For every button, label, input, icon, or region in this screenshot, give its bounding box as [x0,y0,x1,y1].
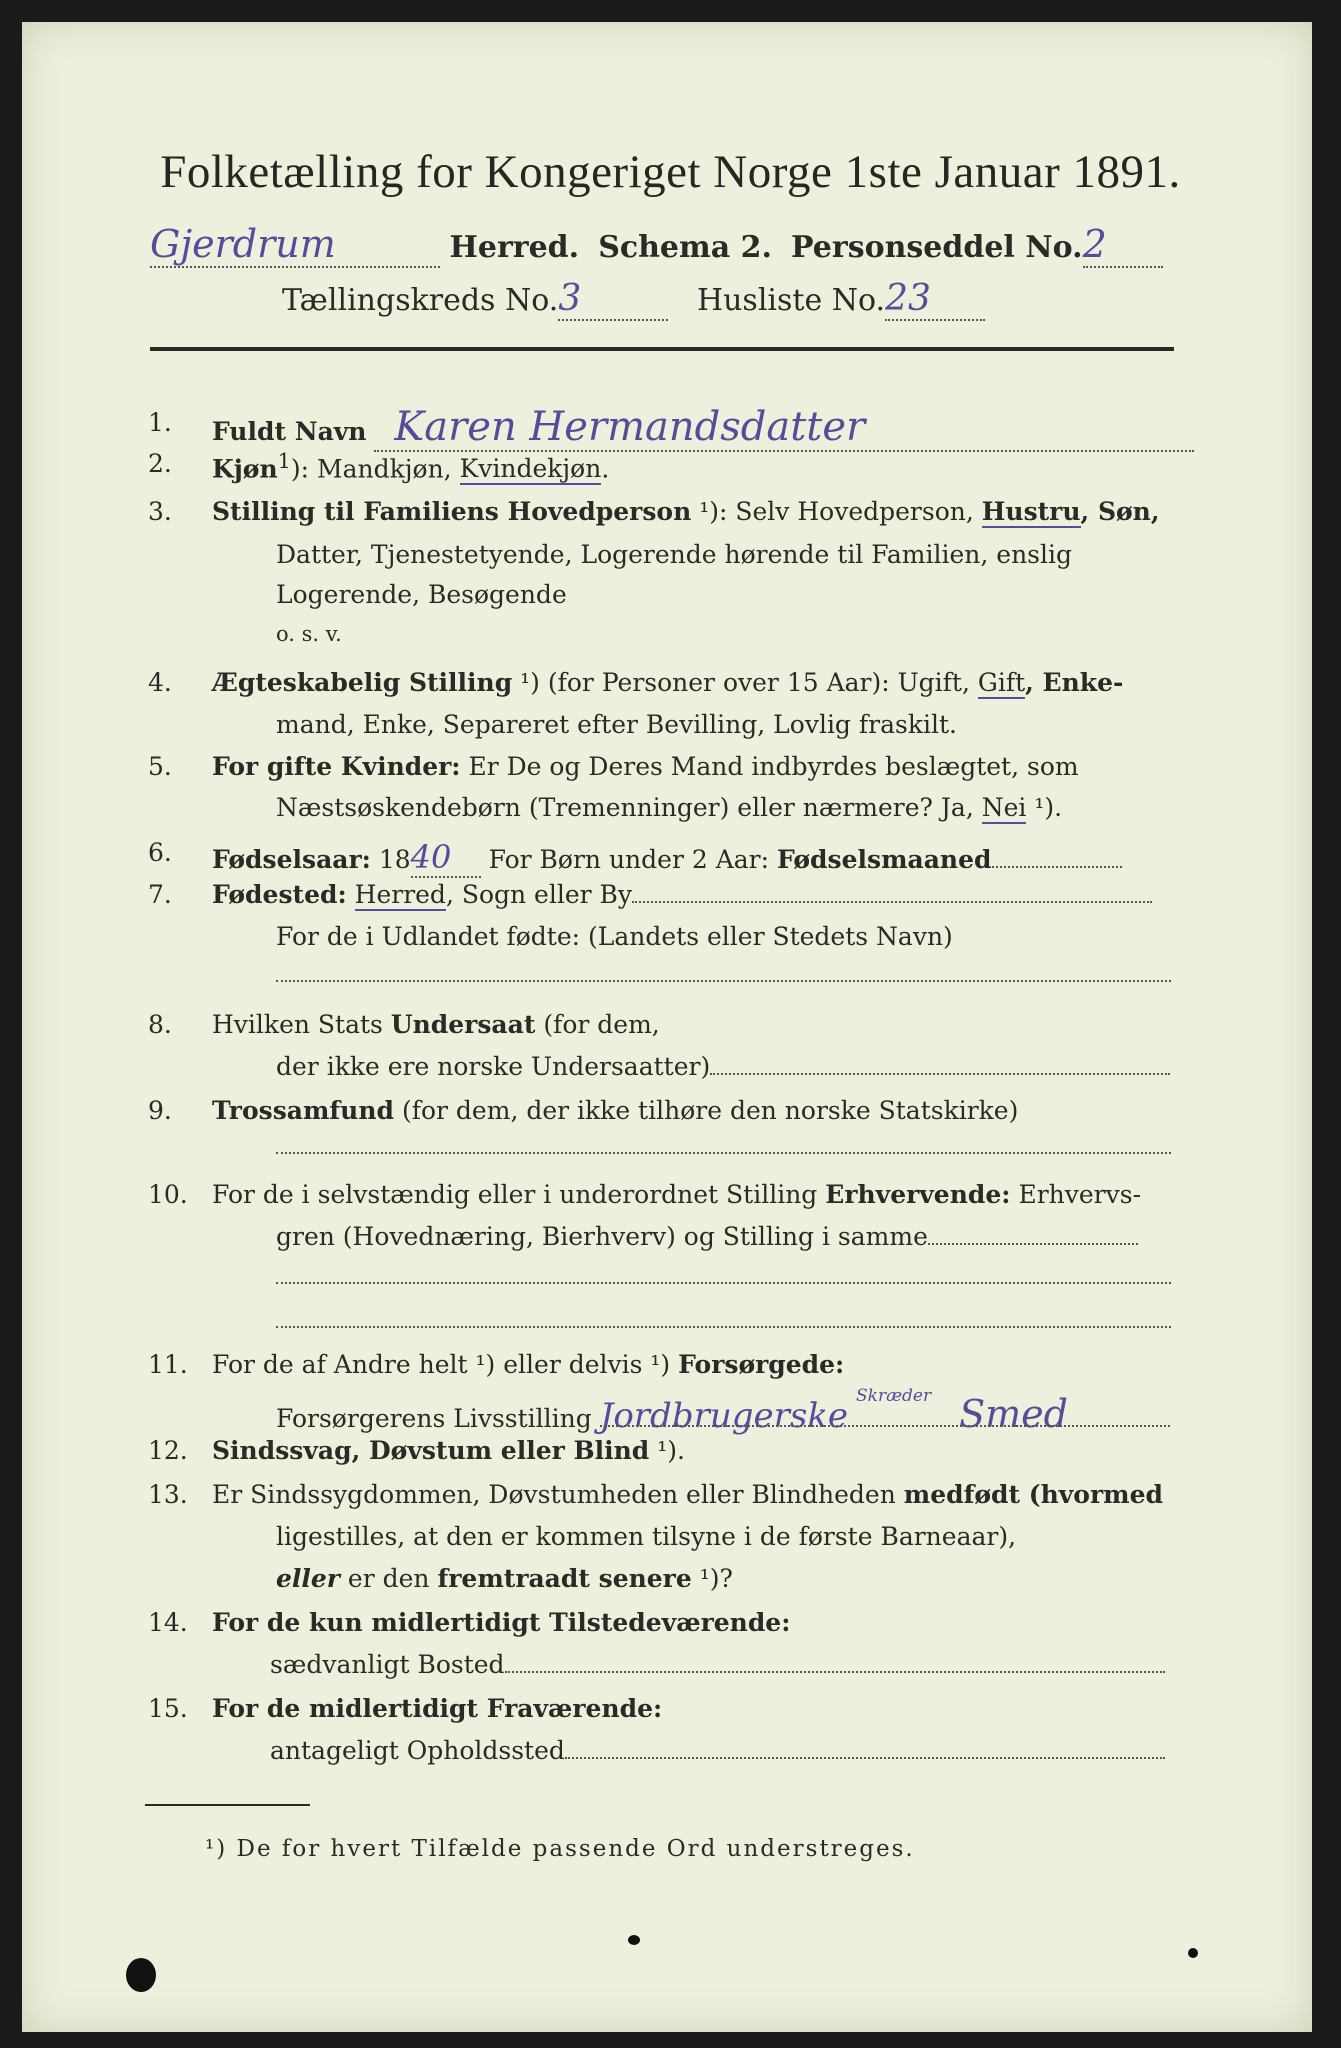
q14-number: 14. [148,1608,188,1637]
q5-selected: Nei [981,793,1027,822]
q11-label: Forsørgede: [678,1350,845,1379]
q1-number: 1. [148,408,172,437]
q2-options-a: ): Mandkjøn, [290,454,460,484]
q4-selected: Gift [977,668,1026,697]
husliste-value: 23 [885,278,985,321]
q11-text-a: For de af Andre helt ¹) eller delvis ¹) [212,1350,679,1379]
q11-number: 11. [148,1350,188,1379]
q10-line-2 [276,1222,1138,1251]
q8-text-c: der ikke ere norske Undersaatter) [276,1052,711,1081]
ink-blot [126,1958,156,1992]
q14-line-1 [212,1608,790,1637]
q11-occupation-value: Jordbrugerske [599,1396,849,1436]
q6-prefix: 18 [370,845,411,874]
q14-dotted-field [505,1670,1165,1673]
q5-text-c: ¹). [1026,793,1063,822]
ink-mark-2 [1188,1948,1198,1958]
q3-line-3: Logerende, Besøgende [276,580,567,609]
q11-line-2 [276,1386,1068,1436]
q10-label: Erhvervende: [825,1180,1011,1209]
personseddel-label: Personseddel No. [791,230,1083,265]
q9-line [212,1096,1018,1125]
q15-line-2 [270,1736,1165,1765]
q8-line-2 [276,1052,1170,1081]
footnote-divider [145,1804,310,1806]
q6-label-b: Fødselsmaaned [776,845,992,874]
q14-text: sædvanligt Bosted [270,1650,505,1679]
q15-number: 15. [148,1694,188,1723]
q3-line-4: o. s. v. [276,622,342,646]
q4-line-2: mand, Enke, Separeret efter Bevilling, Lovlig fraskilt. [276,710,957,739]
q4-line-1: Ægteskabelig Stilling ¹) (for Personer over 15 Aar): Ugift, Gift, Enke- [212,668,1124,697]
q1-label: Fuldt Navn [212,417,367,446]
q15-dotted-field [565,1756,1165,1759]
q5-line-2 [276,793,1062,822]
q12-line [212,1436,685,1465]
q13-number: 13. [148,1480,188,1509]
q2-number: 2. [148,449,172,478]
q9-number: 9. [148,1096,172,1125]
q13-text-f: ¹)? [691,1564,733,1593]
q3-label: Stilling til Familiens Hovedperson [212,497,692,526]
q13-text-a: Er Sindssygdommen, Døvstumheden eller Blindheden [212,1480,904,1509]
ink-mark-1 [628,1935,640,1945]
q6-text-b: For Børn under 2 Aar: [480,845,777,874]
q7-dotted-field [632,900,1152,903]
q3-selected: Hustru [981,497,1081,526]
q13-text-e: fremtraadt senere [437,1564,692,1593]
q11-line-1 [212,1350,844,1379]
q10-text-c: gren (Hovednæring, Bierhverv) og Stilling i samme [276,1222,928,1251]
q7-text-a: , Sogn eller By [445,880,633,909]
q13-line-2: ligestilles, at den er kommen tilsyne i de første Barneaar), [276,1522,1017,1551]
q7-line-1 [212,880,1152,909]
q8-number: 8. [148,1010,172,1039]
q11-occupation-insert: Skræder [856,1386,932,1406]
q2-label: Kjøn [212,454,278,484]
q8-dotted-field [710,1072,1170,1075]
header-divider [150,347,1174,351]
q5-number: 5. [148,752,172,781]
q7-number: 7. [148,880,172,909]
q11-text-b: Forsørgerens Livsstilling [276,1404,592,1433]
q7-label: Fødested: [212,880,347,909]
form-title: Folketælling for Kongeriget Norge 1ste Januar 1891. [160,146,1181,198]
q14-label: For de kun midlertidigt Tilstedeværende: [212,1608,791,1637]
q2-options-c: . [601,454,610,484]
taellingskreds-label: Tællingskreds No. [282,283,559,318]
q10-text-b: Erhvervs- [1010,1180,1142,1209]
q2-line [212,449,609,483]
q2-footnote-mark: 1 [277,449,291,473]
herred-label: Herred. [449,230,580,265]
q5-label: For gifte Kvinder: [212,752,461,781]
footnote: ¹) De for hvert Tilfælde passende Ord understreges. [205,1836,915,1862]
q6-label: Fødselsaar: [212,845,371,874]
q4-number: 4. [148,668,172,697]
q8-text-b: (for dem, [535,1010,660,1039]
husliste-label: Husliste No. [696,283,886,318]
q14-line-2 [270,1650,1165,1679]
q3-line-2: Datter, Tjenestetyende, Logerende hørende til Familien, enslig [276,540,1073,569]
herred-value: Gjerdrum [150,222,440,268]
q9-text: (for dem, der ikke tilhøre den norske Statskirke) [394,1096,1019,1125]
q10-line-1 [212,1180,1141,1209]
q15-label: For de midlertidigt Fraværende: [212,1694,663,1723]
q3-line-1: Stilling til Familiens Hovedperson ¹): Selv Hovedperson, Hustru, Søn, [212,497,1160,526]
q4-text-b: , Enke- [1025,668,1124,697]
q12-text: ¹). [649,1436,685,1465]
taellingskreds-line [282,278,985,321]
personseddel-value: 2 [1083,222,1163,268]
q1-line [212,404,1194,452]
schema-label: Schema 2. [598,230,772,265]
q5-text-b: Næstsøskendebørn (Tremenninger) eller nærmere? Ja, [276,793,982,822]
q15-text: antageligt Opholdssted [270,1736,565,1765]
q8-label: Undersaat [390,1010,536,1039]
q3-text-b: , Søn, [1080,497,1160,526]
q10-text-a: For de i selvstændig eller i underordnet Stilling [212,1180,826,1209]
q4-label: Ægteskabelig Stilling [212,668,513,697]
q6-birthyear-value: 40 [411,838,481,878]
q11-occupation-value-2: Smed [959,1392,1068,1436]
q1-name-value: Karen Hermandsdatter [374,404,1194,452]
q10-dotted-line-1 [276,1282,1171,1284]
q2-option-selected: Kvindekjøn [459,454,602,484]
q10-dotted-line-2 [276,1326,1171,1328]
q4-text-a: ) (for Personer over 15 Aar): Ugift, [530,668,978,697]
q9-label: Trossamfund [212,1096,395,1125]
q7-line-2: For de i Udlandet fødte: (Landets eller Stedets Navn) [276,922,953,951]
q10-number: 10. [148,1180,188,1209]
q13-line-1 [212,1480,1163,1509]
q5-line-1 [212,752,1079,781]
taellingskreds-value: 3 [558,278,668,321]
q12-label: Sindssvag, Døvstum eller Blind [212,1436,650,1465]
q6-number: 6. [148,838,172,867]
q13-label: medfødt [903,1480,1021,1509]
q3-number: 3. [148,497,172,526]
q6-line [212,838,1122,878]
q5-text-a: Er De og Deres Mand indbyrdes beslægtet, som [460,752,1079,781]
q3-text-a: ): Selv Hovedperson, [709,497,982,526]
q13-text-b: (hvormed [1020,1480,1163,1509]
q12-number: 12. [148,1436,188,1465]
q6-dotted-field [992,865,1122,868]
q13-text-c: eller [276,1564,340,1593]
q15-line-1 [212,1694,662,1723]
q8-text-a: Hvilken Stats [212,1010,391,1039]
q7-dotted-line [276,980,1171,982]
herred-line [150,222,1163,268]
q13-line-3 [276,1564,733,1593]
q9-dotted-line [276,1152,1171,1154]
q7-selected: Herred [354,880,446,909]
q13-text-d: er den [339,1564,438,1593]
q8-line-1 [212,1010,660,1039]
q10-dotted-field [928,1242,1138,1245]
q11-dotted-line [600,1425,1170,1427]
